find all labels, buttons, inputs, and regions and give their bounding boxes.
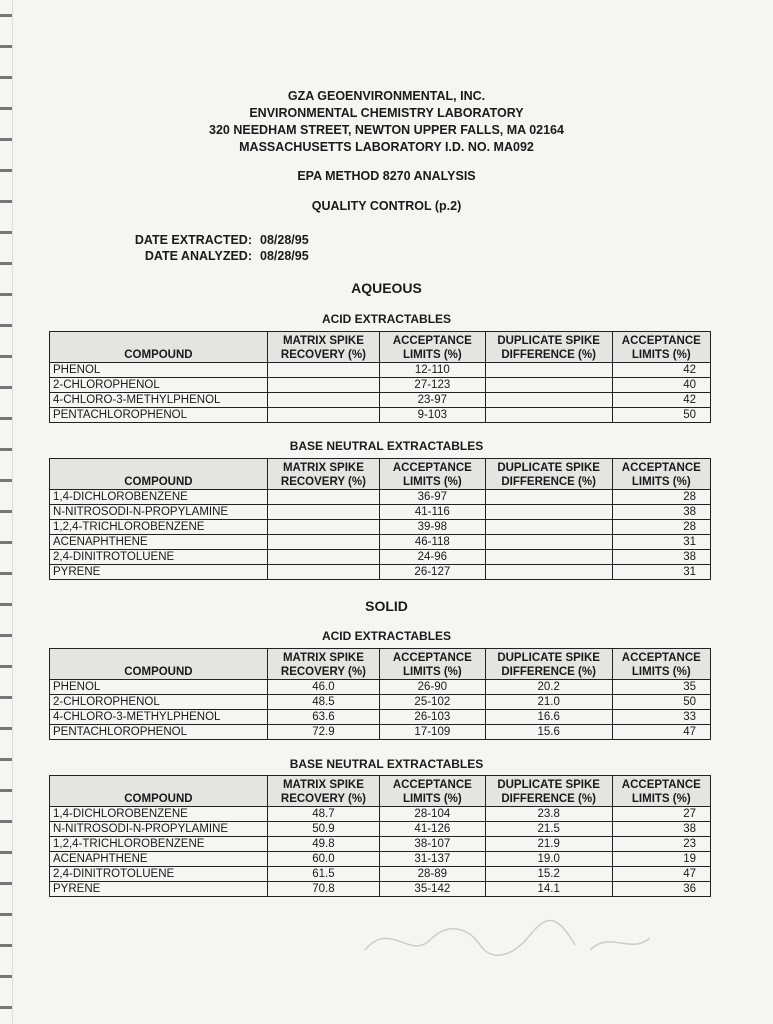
compound-cell: 2-CHLOROPHENOL	[50, 378, 268, 393]
header-row	[50, 776, 711, 807]
difference-cell	[485, 535, 612, 550]
duplicate-spike-difference-header-line1: DUPLICATE SPIKE	[497, 652, 600, 664]
recovery-cell: 48.7	[267, 807, 379, 822]
limits-cell: 28-104	[379, 807, 485, 822]
table-row	[50, 822, 711, 837]
duplicate-spike-difference-header-line2: DIFFERENCE (%)	[501, 793, 596, 805]
table-row	[50, 490, 711, 505]
difference-cell: 15.2	[485, 867, 612, 882]
aqueous-acid-table	[49, 331, 711, 423]
difference-cell: 21.9	[485, 837, 612, 852]
date-analyzed-value: 08/28/95	[260, 249, 309, 263]
compound-cell: 1,4-DICHLOROBENZENE	[50, 807, 268, 822]
duplicate-limits-cell: 31	[612, 565, 710, 580]
compound-header: COMPOUND	[50, 776, 268, 807]
acceptance-limits-header	[379, 459, 485, 490]
table-header	[50, 776, 711, 807]
header-row	[50, 649, 711, 680]
table-row	[50, 725, 711, 740]
compound-cell: PYRENE	[50, 882, 268, 897]
difference-cell: 21.5	[485, 822, 612, 837]
acceptance-limits-header-line1: ACCEPTANCE	[392, 652, 472, 664]
duplicate-spike-difference-header-line1: DUPLICATE SPIKE	[497, 779, 600, 791]
recovery-cell	[267, 490, 379, 505]
recovery-cell: 49.8	[267, 837, 379, 852]
compound-cell: 2,4-DINITROTOLUENE	[50, 867, 268, 882]
duplicate-limits-cell: 28	[612, 520, 710, 535]
limits-cell: 41-116	[379, 505, 485, 520]
solid-base-title: BASE NEUTRAL EXTRACTABLES	[289, 757, 484, 771]
matrix-spike-recovery-header-line1: MATRIX SPIKE	[282, 652, 364, 664]
duplicate-spike-difference-header-line2: DIFFERENCE (%)	[501, 349, 596, 361]
acceptance-limits-header-line2: LIMITS (%)	[402, 666, 462, 678]
compound-cell: PYRENE	[50, 565, 268, 580]
table-row	[50, 408, 711, 423]
compound-cell: 1,2,4-TRICHLOROBENZENE	[50, 837, 268, 852]
limits-cell: 36-97	[379, 490, 485, 505]
compound-cell: 2,4-DINITROTOLUENE	[50, 550, 268, 565]
difference-cell: 15.6	[485, 725, 612, 740]
recovery-cell	[267, 363, 379, 378]
difference-cell: 14.1	[485, 882, 612, 897]
difference-cell	[485, 520, 612, 535]
limits-cell: 35-142	[379, 882, 485, 897]
duplicate-spike-difference-header	[485, 459, 612, 490]
table-body	[50, 363, 711, 423]
aqueous-base-table	[49, 458, 711, 580]
date-analyzed-label: DATE ANALYZED:	[144, 249, 252, 263]
duplicate-limits-cell: 33	[612, 710, 710, 725]
table-row	[50, 363, 711, 378]
matrix-spike-recovery-header-line1: MATRIX SPIKE	[282, 335, 364, 347]
duplicate-limits-cell: 40	[612, 378, 710, 393]
table-row	[50, 710, 711, 725]
limits-cell: 26-103	[379, 710, 485, 725]
limits-cell: 31-137	[379, 852, 485, 867]
duplicate-limits-cell: 47	[612, 725, 710, 740]
recovery-cell	[267, 505, 379, 520]
date-extracted-row	[130, 232, 309, 248]
limits-cell: 26-127	[379, 565, 485, 580]
duplicate-limits-cell: 38	[612, 822, 710, 837]
acceptance-limits-header	[379, 649, 485, 680]
duplicate-spike-difference-header	[485, 776, 612, 807]
recovery-cell: 46.0	[267, 680, 379, 695]
limits-cell: 23-97	[379, 393, 485, 408]
recovery-cell	[267, 535, 379, 550]
limits-cell: 25-102	[379, 695, 485, 710]
table-header	[50, 332, 711, 363]
difference-cell: 19.0	[485, 852, 612, 867]
limits-cell: 28-89	[379, 867, 485, 882]
table-row	[50, 378, 711, 393]
duplicate-limits-cell: 42	[612, 393, 710, 408]
acceptance-limits-header-line2: LIMITS (%)	[402, 793, 462, 805]
duplicate-limits-cell: 35	[612, 680, 710, 695]
difference-cell	[485, 505, 612, 520]
matrix-spike-recovery-header-line1: MATRIX SPIKE	[282, 462, 364, 474]
recovery-cell: 72.9	[267, 725, 379, 740]
table-row	[50, 520, 711, 535]
difference-cell	[485, 408, 612, 423]
aqueous-base-title: BASE NEUTRAL EXTRACTABLES	[289, 439, 484, 453]
difference-cell	[485, 378, 612, 393]
table-row	[50, 867, 711, 882]
difference-cell	[485, 490, 612, 505]
table-row	[50, 882, 711, 897]
duplicate-limits-cell: 23	[612, 837, 710, 852]
difference-cell: 20.2	[485, 680, 612, 695]
duplicate-limits-cell: 50	[612, 408, 710, 423]
compound-header: COMPOUND	[50, 459, 268, 490]
header-row	[50, 332, 711, 363]
limits-cell: 24-96	[379, 550, 485, 565]
acceptance-limits-header-line1: ACCEPTANCE	[392, 335, 472, 347]
recovery-cell: 48.5	[267, 695, 379, 710]
acceptance-limits-header-line1: ACCEPTANCE	[392, 779, 472, 791]
recovery-cell	[267, 565, 379, 580]
duplicate-limits-cell: 42	[612, 363, 710, 378]
compound-cell: 4-CHLORO-3-METHYLPHENOL	[50, 393, 268, 408]
recovery-cell	[267, 393, 379, 408]
recovery-cell	[267, 378, 379, 393]
duplicate-spike-difference-header	[485, 332, 612, 363]
duplicate-acceptance-limits-header-line2: LIMITS (%)	[631, 349, 691, 361]
table-row	[50, 535, 711, 550]
compound-cell: 2-CHLOROPHENOL	[50, 695, 268, 710]
acceptance-limits-header	[379, 332, 485, 363]
matrix-spike-recovery-header-line2: RECOVERY (%)	[280, 666, 366, 678]
lab-header	[0, 88, 773, 156]
matrix-spike-recovery-header	[267, 649, 379, 680]
matrix-spike-recovery-header	[267, 332, 379, 363]
compound-cell: N-NITROSODI-N-PROPYLAMINE	[50, 505, 268, 520]
limits-cell: 27-123	[379, 378, 485, 393]
solid-acid-table	[49, 648, 711, 740]
duplicate-spike-difference-header-line2: DIFFERENCE (%)	[501, 666, 596, 678]
matrix-spike-recovery-header	[267, 776, 379, 807]
matrix-spike-recovery-header-line2: RECOVERY (%)	[280, 476, 366, 488]
compound-cell: PENTACHLOROPHENOL	[50, 408, 268, 423]
duplicate-limits-cell: 47	[612, 867, 710, 882]
duplicate-acceptance-limits-header-line1: ACCEPTANCE	[621, 335, 701, 347]
compound-cell: ACENAPHTHENE	[50, 535, 268, 550]
difference-cell	[485, 550, 612, 565]
limits-cell: 9-103	[379, 408, 485, 423]
duplicate-limits-cell: 31	[612, 535, 710, 550]
compound-cell: PHENOL	[50, 363, 268, 378]
table-row	[50, 852, 711, 867]
lab-name: GZA GEOENVIRONMENTAL, INC.	[287, 89, 486, 103]
compound-header: COMPOUND	[50, 649, 268, 680]
recovery-cell: 50.9	[267, 822, 379, 837]
compound-cell: PENTACHLOROPHENOL	[50, 725, 268, 740]
compound-cell: N-NITROSODI-N-PROPYLAMINE	[50, 822, 268, 837]
recovery-cell	[267, 550, 379, 565]
acceptance-limits-header-line2: LIMITS (%)	[402, 476, 462, 488]
duplicate-limits-cell: 19	[612, 852, 710, 867]
duplicate-limits-cell: 28	[612, 490, 710, 505]
solid-base-table	[49, 775, 711, 897]
recovery-cell	[267, 520, 379, 535]
duplicate-acceptance-limits-header	[612, 459, 710, 490]
duplicate-acceptance-limits-header-line1: ACCEPTANCE	[621, 462, 701, 474]
recovery-cell: 63.6	[267, 710, 379, 725]
aqueous-title: AQUEOUS	[351, 280, 422, 296]
method-title: EPA METHOD 8270 ANALYSIS	[297, 169, 476, 183]
limits-cell: 26-90	[379, 680, 485, 695]
table-row	[50, 550, 711, 565]
matrix-spike-recovery-header-line1: MATRIX SPIKE	[282, 779, 364, 791]
table-body	[50, 490, 711, 580]
reviewer-signature	[360, 910, 680, 970]
table-row	[50, 680, 711, 695]
date-analyzed-row	[130, 248, 309, 264]
acceptance-limits-header	[379, 776, 485, 807]
difference-cell	[485, 393, 612, 408]
lab-division: ENVIRONMENTAL CHEMISTRY LABORATORY	[249, 106, 524, 120]
duplicate-acceptance-limits-header-line1: ACCEPTANCE	[621, 652, 701, 664]
recovery-cell: 60.0	[267, 852, 379, 867]
duplicate-acceptance-limits-header-line2: LIMITS (%)	[631, 476, 691, 488]
aqueous-acid-title: ACID EXTRACTABLES	[321, 312, 452, 326]
duplicate-limits-cell: 38	[612, 505, 710, 520]
difference-cell: 16.6	[485, 710, 612, 725]
duplicate-spike-difference-header-line2: DIFFERENCE (%)	[501, 476, 596, 488]
date-extracted-value: 08/28/95	[260, 233, 309, 247]
duplicate-acceptance-limits-header-line2: LIMITS (%)	[631, 666, 691, 678]
solid-title: SOLID	[365, 598, 408, 614]
difference-cell: 21.0	[485, 695, 612, 710]
dates-block	[130, 232, 309, 264]
limits-cell: 17-109	[379, 725, 485, 740]
recovery-cell: 70.8	[267, 882, 379, 897]
header-row	[50, 459, 711, 490]
difference-cell	[485, 565, 612, 580]
duplicate-acceptance-limits-header-line1: ACCEPTANCE	[621, 779, 701, 791]
compound-cell: PHENOL	[50, 680, 268, 695]
duplicate-acceptance-limits-header	[612, 776, 710, 807]
limits-cell: 12-110	[379, 363, 485, 378]
limits-cell: 46-118	[379, 535, 485, 550]
duplicate-limits-cell: 50	[612, 695, 710, 710]
limits-cell: 38-107	[379, 837, 485, 852]
duplicate-acceptance-limits-header	[612, 649, 710, 680]
duplicate-limits-cell: 36	[612, 882, 710, 897]
date-extracted-label: DATE EXTRACTED:	[134, 233, 252, 247]
limits-cell: 41-126	[379, 822, 485, 837]
table-row	[50, 695, 711, 710]
compound-header: COMPOUND	[50, 332, 268, 363]
compound-cell: ACENAPHTHENE	[50, 852, 268, 867]
table-row	[50, 393, 711, 408]
recovery-cell: 61.5	[267, 867, 379, 882]
compound-cell: 1,4-DICHLOROBENZENE	[50, 490, 268, 505]
acceptance-limits-header-line2: LIMITS (%)	[402, 349, 462, 361]
difference-cell	[485, 363, 612, 378]
table-row	[50, 505, 711, 520]
duplicate-limits-cell: 27	[612, 807, 710, 822]
acceptance-limits-header-line1: ACCEPTANCE	[392, 462, 472, 474]
duplicate-spike-difference-header-line1: DUPLICATE SPIKE	[497, 462, 600, 474]
qc-title: QUALITY CONTROL (p.2)	[311, 199, 462, 213]
duplicate-limits-cell: 38	[612, 550, 710, 565]
limits-cell: 39-98	[379, 520, 485, 535]
table-row	[50, 807, 711, 822]
table-body	[50, 807, 711, 897]
table-row	[50, 837, 711, 852]
duplicate-spike-difference-header	[485, 649, 612, 680]
table-body	[50, 680, 711, 740]
table-header	[50, 649, 711, 680]
compound-cell: 1,2,4-TRICHLOROBENZENE	[50, 520, 268, 535]
table-header	[50, 459, 711, 490]
duplicate-acceptance-limits-header-line2: LIMITS (%)	[631, 793, 691, 805]
duplicate-spike-difference-header-line1: DUPLICATE SPIKE	[497, 335, 600, 347]
compound-cell: 4-CHLORO-3-METHYLPHENOL	[50, 710, 268, 725]
lab-address: 320 NEEDHAM STREET, NEWTON UPPER FALLS, MA 02164	[209, 123, 564, 137]
solid-acid-title: ACID EXTRACTABLES	[321, 629, 452, 643]
recovery-cell	[267, 408, 379, 423]
table-row	[50, 565, 711, 580]
matrix-spike-recovery-header-line2: RECOVERY (%)	[280, 349, 366, 361]
matrix-spike-recovery-header-line2: RECOVERY (%)	[280, 793, 366, 805]
difference-cell: 23.8	[485, 807, 612, 822]
matrix-spike-recovery-header	[267, 459, 379, 490]
lab-id: MASSACHUSETTS LABORATORY I.D. NO. MA092	[239, 140, 534, 154]
duplicate-acceptance-limits-header	[612, 332, 710, 363]
